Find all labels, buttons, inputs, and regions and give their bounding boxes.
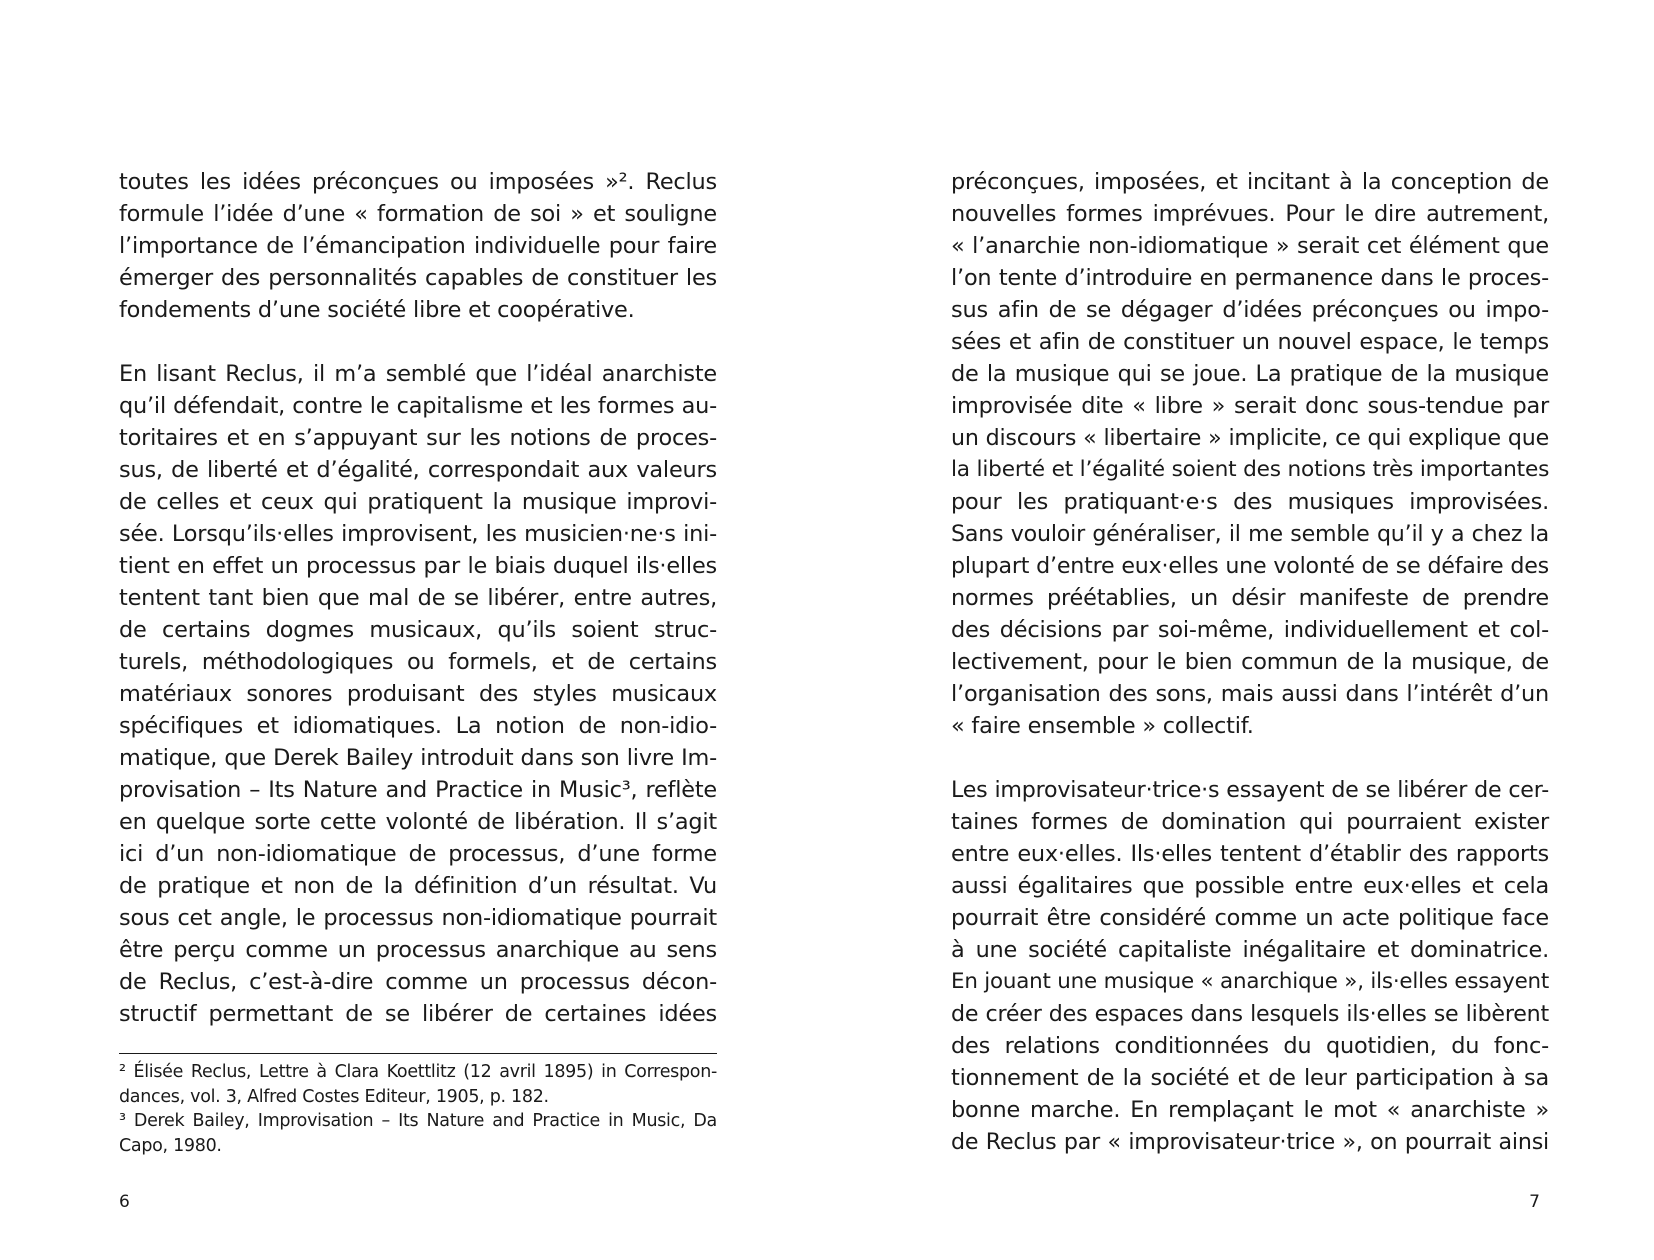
- text-line: l’importance de l’émancipation individuelle pour faire: [119, 233, 717, 259]
- text-line: des décisions par soi-même, individuellement et col-: [951, 617, 1549, 643]
- text-line: tionnement de la société et de leur participation à sa: [951, 1065, 1549, 1091]
- text-line: matériaux sonores produisant des styles musicaux: [119, 681, 717, 707]
- text-line: sée. Lorsqu’ils·elles improvisent, les musicien·ne·s ini-: [119, 521, 717, 547]
- text-line: sées et afin de constituer un nouvel espace, le temps: [951, 329, 1549, 355]
- text-line: sous cet angle, le processus non-idiomatique pourrait: [119, 905, 717, 931]
- footnotes: [119, 1053, 717, 1158]
- text-line: En lisant Reclus, il m’a semblé que l’idéal anarchiste: [119, 361, 717, 387]
- text-line: la liberté et l’égalité soient des notions très importantes: [951, 457, 1550, 482]
- footnote-line: ² Élisée Reclus, Lettre à Clara Koettlitz (12 avril 1895) in Correspon-: [119, 1062, 717, 1082]
- text-line: formule l’idée d’une « formation de soi » et souligne: [119, 201, 717, 227]
- text-line: fondements d’une société libre et coopérative.: [119, 297, 635, 323]
- footnote-line: Capo, 1980.: [119, 1135, 222, 1156]
- text-line: toutes les idées préconçues ou imposées »². Reclus: [119, 169, 717, 195]
- text-line: turels, méthodologiques ou formels, et de certains: [119, 649, 717, 675]
- text-line: sus, de liberté et d’égalité, correspondait aux valeurs: [119, 457, 717, 483]
- text-line: normes préétablies, un désir manifeste de prendre: [951, 585, 1549, 611]
- text-line: de créer des espaces dans lesquels ils·elles se libèrent: [951, 1001, 1549, 1027]
- text-line: improvisée dite « libre » serait donc sous-tendue par: [951, 393, 1549, 419]
- text-line: lectivement, pour le bien commun de la musique, de: [951, 649, 1549, 675]
- text-line: « l’anarchie non-idiomatique » serait cet élément que: [951, 233, 1549, 259]
- text-line: plupart d’entre eux·elles une volonté de se défaire des: [951, 553, 1549, 579]
- text-line: En jouant une musique « anarchique », ils·elles essayent: [951, 969, 1550, 994]
- text-line: de celles et ceux qui pratiquent la musique improvi-: [119, 489, 717, 515]
- text-line: tentent tant bien que mal de se libérer, entre autres,: [119, 585, 717, 611]
- text-line: être perçu comme un processus anarchique au sens: [119, 937, 717, 963]
- text-line: Les improvisateur·trice·s essayent de se libérer de cer-: [951, 777, 1549, 803]
- paragraph-break: [119, 326, 717, 358]
- text-line: qu’il défendait, contre le capitalisme et les formes au-: [119, 393, 717, 419]
- text-line: Sans vouloir généraliser, il me semble qu’il y a chez la: [951, 521, 1549, 547]
- text-line: un discours « libertaire » implicite, ce qui explique que: [951, 425, 1549, 451]
- text-line: provisation – Its Nature and Practice in Music³, reflète: [119, 777, 717, 803]
- text-line: de pratique et non de la définition d’un résultat. Vu: [119, 873, 717, 899]
- paragraph-break: [951, 742, 1549, 774]
- text-line: de Reclus, c’est-à-dire comme un processus décon-: [119, 969, 717, 995]
- text-line: préconçues, imposées, et incitant à la conception de: [951, 169, 1549, 195]
- text-line: « faire ensemble » collectif.: [951, 713, 1254, 739]
- text-line: toritaires et en s’appuyant sur les notions de proces-: [119, 425, 717, 451]
- text-line: en quelque sorte cette volonté de libération. Il s’agit: [119, 809, 717, 835]
- page-number-right: 7: [1529, 1192, 1540, 1212]
- text-line: pourrait être considéré comme un acte politique face: [951, 905, 1549, 931]
- text-line: spécifiques et idiomatiques. La notion de non-idio-: [119, 713, 717, 739]
- text-line: matique, que Derek Bailey introduit dans son livre Im-: [119, 745, 717, 771]
- left-body-text: [119, 166, 717, 1030]
- text-line: taines formes de domination qui pourraient exister: [951, 809, 1549, 835]
- text-line: de certains dogmes musicaux, qu’ils soient struc-: [119, 617, 717, 643]
- text-line: l’on tente d’introduire en permanence dans le proces-: [951, 265, 1549, 291]
- page-number-left: 6: [119, 1192, 130, 1212]
- text-line: entre eux·elles. Ils·elles tentent d’établir des rapports: [951, 841, 1549, 867]
- text-line: des relations conditionnées du quotidien, du fonc-: [951, 1033, 1549, 1059]
- text-line: émerger des personnalités capables de constituer les: [119, 265, 717, 291]
- text-line: à une société capitaliste inégalitaire et dominatrice.: [951, 937, 1549, 963]
- text-line: tient en effet un processus par le biais duquel ils·elles: [119, 553, 717, 579]
- footnote-line: ³ Derek Bailey, Improvisation – Its Nature and Practice in Music, Da: [119, 1111, 717, 1131]
- text-line: pour les pratiquant·e·s des musiques improvisées.: [951, 489, 1549, 515]
- text-line: structif permettant de se libérer de certaines idées: [119, 1001, 717, 1027]
- text-line: de la musique qui se joue. La pratique de la musique: [951, 361, 1549, 387]
- text-line: sus afin de se dégager d’idées préconçues ou impo-: [951, 297, 1549, 323]
- right-body-text: [951, 166, 1549, 1158]
- text-line: l’organisation des sons, mais aussi dans l’intérêt d’un: [951, 681, 1549, 707]
- right-page: [827, 0, 1654, 1260]
- text-line: de Reclus par « improvisateur·trice », on pourrait ainsi: [951, 1129, 1549, 1155]
- text-line: ici d’un non-idiomatique de processus, d’une forme: [119, 841, 717, 867]
- text-line: aussi égalitaires que possible entre eux·elles et cela: [951, 873, 1549, 899]
- text-line: nouvelles formes imprévues. Pour le dire autrement,: [951, 201, 1549, 227]
- text-line: bonne marche. En remplaçant le mot « anarchiste »: [951, 1097, 1549, 1123]
- footnote-line: dances, vol. 3, Alfred Costes Editeur, 1905, p. 182.: [119, 1086, 549, 1107]
